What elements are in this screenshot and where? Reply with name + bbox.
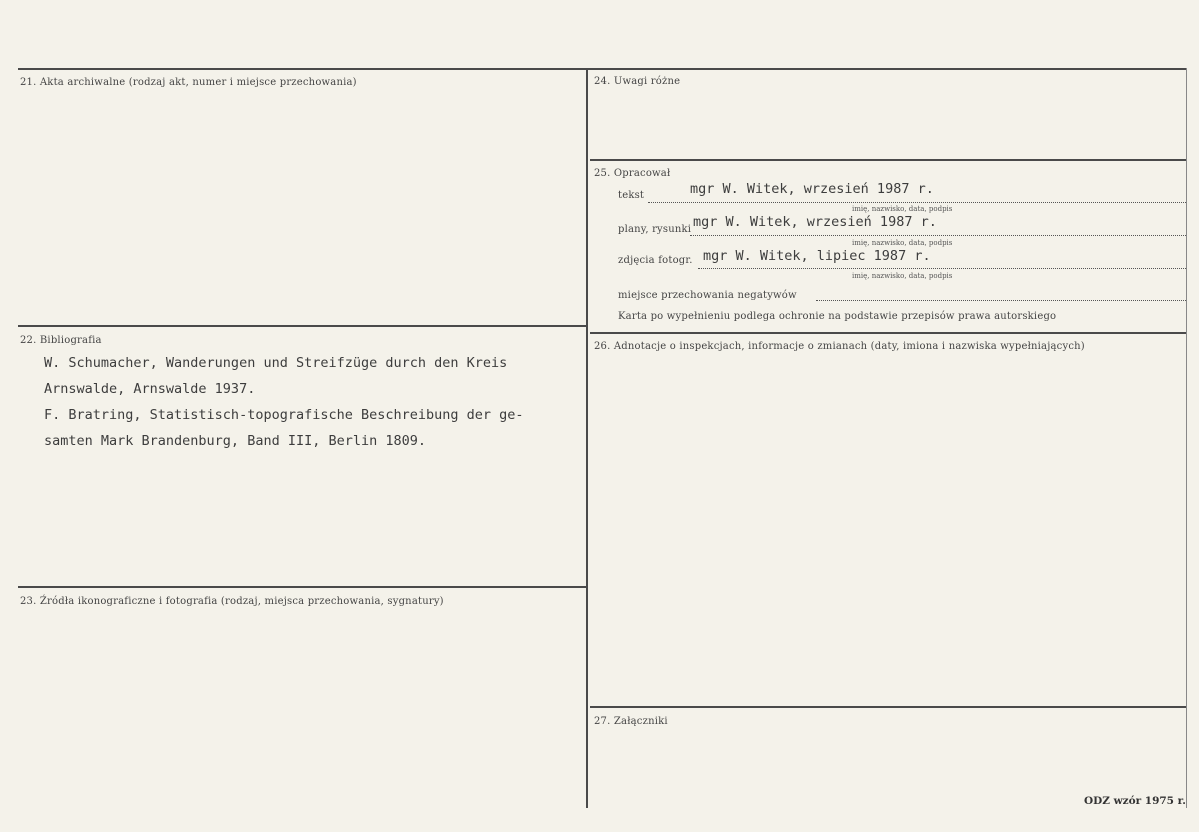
rule-22-23 xyxy=(18,586,586,588)
plany-label: plany, rysunki xyxy=(618,224,692,235)
section-23-label: 23. Źródła ikonograficzne i fotografia (rodzaj, miejsca przechowania, sygnatury) xyxy=(20,596,444,607)
section-26-label: 26. Adnotacje o inspekcjach, informacje o zmianach (daty, imiona i nazwiska wypełniających) xyxy=(594,341,1085,352)
form-footer: ODZ wzór 1975 r. xyxy=(1084,795,1186,807)
rule-26-27 xyxy=(590,706,1186,708)
bibliography-line-2: Arnswalde, Arnswalde 1937. xyxy=(44,381,256,397)
right-border xyxy=(1186,68,1187,808)
rule-21-22 xyxy=(18,325,586,327)
bibliography-line-3: F. Bratring, Statistisch-topografische Beschreibung der ge- xyxy=(44,407,524,423)
section-27-label: 27. Załączniki xyxy=(594,716,668,727)
zdjecia-caption: imię, nazwisko, data, podpis xyxy=(852,272,953,280)
section-24-label: 24. Uwagi różne xyxy=(594,76,681,87)
plany-value: mgr W. Witek, wrzesień 1987 r. xyxy=(693,214,937,230)
tekst-caption: imię, nazwisko, data, podpis xyxy=(852,205,953,213)
tekst-value: mgr W. Witek, wrzesień 1987 r. xyxy=(690,181,934,197)
zdjecia-label: zdjęcia fotogr. xyxy=(618,255,693,266)
tekst-line xyxy=(648,202,1186,203)
plany-caption: imię, nazwisko, data, podpis xyxy=(852,239,953,247)
zdjecia-line xyxy=(698,268,1186,269)
bibliography-line-1: W. Schumacher, Wanderungen und Streifzüge durch den Kreis xyxy=(44,355,508,371)
negatywy-label: miejsce przechowania negatywów xyxy=(618,290,797,301)
rule-25-26 xyxy=(590,332,1186,334)
bibliography-line-4: samten Mark Brandenburg, Band III, Berlin 1809. xyxy=(44,433,427,449)
section-25-label: 25. Opracował xyxy=(594,168,671,179)
section-22-label: 22. Bibliografia xyxy=(20,335,102,346)
copyright-note: Karta po wypełnieniu podlega ochronie na podstawie przepisów prawa autorskiego xyxy=(618,311,1057,322)
plany-line xyxy=(690,235,1186,236)
rule-24-25 xyxy=(590,159,1186,161)
zdjecia-value: mgr W. Witek, lipiec 1987 r. xyxy=(703,248,931,264)
vertical-divider xyxy=(586,68,588,808)
negatywy-line xyxy=(816,300,1186,301)
tekst-label: tekst xyxy=(618,190,645,201)
top-rule xyxy=(18,68,1186,70)
section-21-label: 21. Akta archiwalne (rodzaj akt, numer i miejsce przechowania) xyxy=(20,77,357,88)
